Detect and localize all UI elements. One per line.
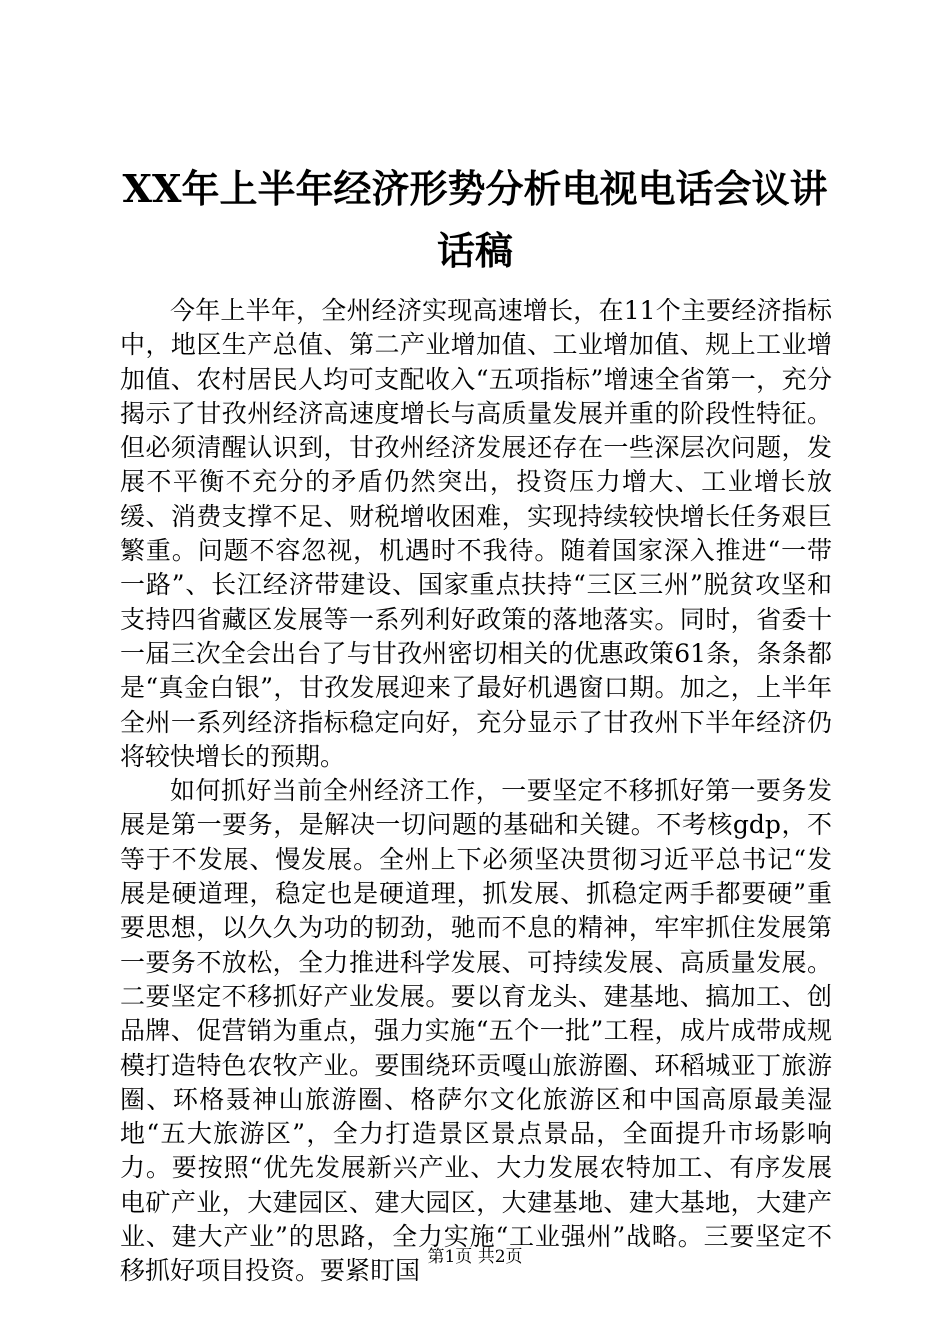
paragraph-1: 今年上半年，全州经济实现高速增长，在11个主要经济指标中，地区生产总值、第二产业增加值、工业增加值、规上工业增加值、农村居民人均可支配收入“五项指标”增速全省第一，充分揭示了甘孜州经济高速度增长与高质量发展并重的阶段性特征。但必须清醒认识到，甘孜州经济发展还存在一些深层次问题，发展不平衡不充分的矛盾仍然突出，投资压力增大、工业增长放缓、消费支撑不足、财税增收困难，实现持续较快增长任务艰巨繁重。问题不容忽视，机遇时不我待。随着国家深入推进“一带一路”、长江经济带建设、国家重点扶持“三区三州”脱贫攻坚和支持四省藏区发展等一系列利好政策的落地落实。同时，省委十一届三次全会出台了与甘孜州密切相关的优惠政策61条，条条都是“真金白银”，甘孜发展迎来了最好机遇窗口期。加之，上半年全州一系列经济指标稳定向好，充分显示了甘孜州下半年经济仍将较快增长的预期。: [120, 296, 832, 771]
paragraph-2: 如何抓好当前全州经济工作，一要坚定不移抓好第一要务发展是第一要务，是解决一切问题的基础和关键。不考核gdp，不等于不发展、慢发展。全州上下必须坚决贯彻习近平总书记“发展是硬道理，稳定也是硬道理，抓发展、抓稳定两手都要硬”重要思想，以久久为功的韧劲，驰而不息的精神，牢牢抓住发展第一要务不放松，全力推进科学发展、可持续发展、高质量发展。二要坚定不移抓好产业发展。要以育龙头、建基地、搞加工、创品牌、促营销为重点，强力实施“五个一批”工程，成片成带成规模打造特色农牧产业。要围绕环贡嘎山旅游圈、环稻城亚丁旅游圈、环格聂神山旅游圈、格萨尔文化旅游区和中国高原最美湿地“五大旅游区”，全力打造景区景点景品，全面提升市场影响力。要按照“优先发展新兴产业、大力发展农特加工、有序发展电矿产业，大建园区、建大园区，大建基地、建大基地，大建产业、建大产业”的思路，全力实施“工业强州”战略。三要坚定不移抓好项目投资。要紧盯国: [120, 776, 832, 1286]
document-body: [120, 294, 832, 1289]
page-number-footer: 第1页 共2页: [427, 1247, 523, 1267]
document-title: XX年上半年经济形势分析电视电话会议讲话稿: [122, 166, 828, 273]
